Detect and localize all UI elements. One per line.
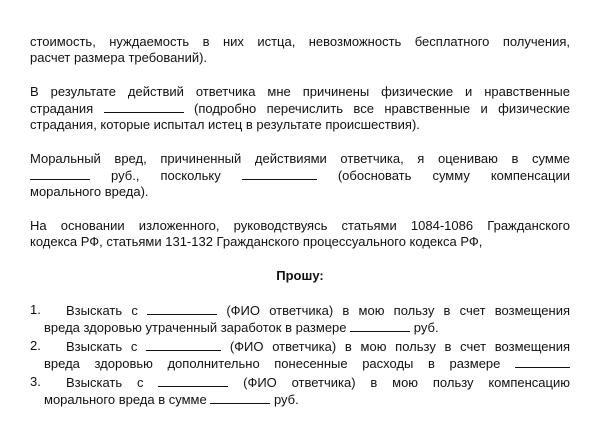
- text-fragment: (подробно перечислить все нравственные и физические: [194, 101, 570, 116]
- list-item: [30, 374, 570, 408]
- fill-in-blank[interactable]: [147, 302, 217, 315]
- text-fragment: Взыскать с: [66, 339, 138, 354]
- text-fragment: вреда здоровью утраченный заработок в размере: [44, 320, 347, 335]
- text-line: [44, 319, 570, 336]
- text-fragment: морального вреда в сумме: [44, 392, 207, 407]
- text-fragment: Взыскать с: [66, 375, 144, 390]
- text-line: страдания, которые испытал истец в результате происшествия).: [30, 117, 420, 132]
- fill-in-blank[interactable]: [158, 374, 228, 387]
- text-line: На основании изложенного, руководствуясь статьями 1084-1086 Гражданского: [30, 218, 570, 233]
- text-fragment: (ФИО ответчика) в мою пользу в счет возмещения: [229, 339, 570, 354]
- text-line: [44, 374, 570, 391]
- text-fragment: (ФИО ответчика) в мою пользу в счет возмещения: [226, 303, 570, 318]
- item-number: 2.: [30, 338, 41, 353]
- text-fragment: Взыскать с: [66, 303, 138, 318]
- paragraph-moral-damage: [30, 151, 570, 200]
- text-fragment: страдания: [30, 101, 94, 116]
- fill-in-blank[interactable]: [146, 338, 221, 351]
- text-fragment: руб.: [273, 392, 299, 407]
- request-heading: Прошу:: [276, 268, 324, 283]
- text-line: [44, 391, 570, 408]
- text-line: расчет размера требований).: [30, 50, 208, 65]
- paragraph-legal-basis: [30, 218, 570, 250]
- fill-in-blank[interactable]: [104, 100, 184, 113]
- text-line: [44, 338, 570, 355]
- fill-in-blank[interactable]: [515, 355, 570, 368]
- list-item: [30, 338, 570, 372]
- paragraph-suffering: [30, 84, 570, 133]
- request-list: [30, 302, 570, 408]
- text-line: морального вреда).: [30, 184, 149, 199]
- text-fragment: руб.: [413, 320, 439, 335]
- text-fragment: (ФИО ответчика) в мою пользу компенсацию: [243, 375, 570, 390]
- text-line: В результате действий ответчика мне причинены физические и нравственные: [30, 84, 570, 99]
- text-line: Моральный вред, причиненный действиями ответчика, я оцениваю в сумме: [30, 151, 570, 166]
- fill-in-blank[interactable]: [242, 167, 317, 180]
- text-fragment: руб., поскольку: [111, 168, 221, 183]
- fill-in-blank[interactable]: [30, 167, 90, 180]
- text-line: [44, 355, 570, 372]
- item-number: 1.: [30, 302, 41, 317]
- list-item: [30, 302, 570, 336]
- text-line: [44, 302, 570, 319]
- text-line: кодекса РФ, статьями 131-132 Гражданского процессуального кодекса РФ,: [30, 234, 483, 249]
- fill-in-blank[interactable]: [210, 391, 270, 404]
- fill-in-blank[interactable]: [350, 319, 410, 332]
- text-line: [30, 100, 570, 117]
- text-fragment: (обосновать сумму компенсации: [337, 168, 570, 183]
- text-fragment: вреда здоровью дополнительно понесенные расходы в размере: [44, 356, 501, 371]
- paragraph-expenses-basis: [30, 34, 570, 66]
- text-line: стоимость, нуждаемость в них истца, невозможность бесплатного получения,: [30, 34, 570, 49]
- item-number: 3.: [30, 374, 41, 389]
- text-line: [30, 167, 570, 184]
